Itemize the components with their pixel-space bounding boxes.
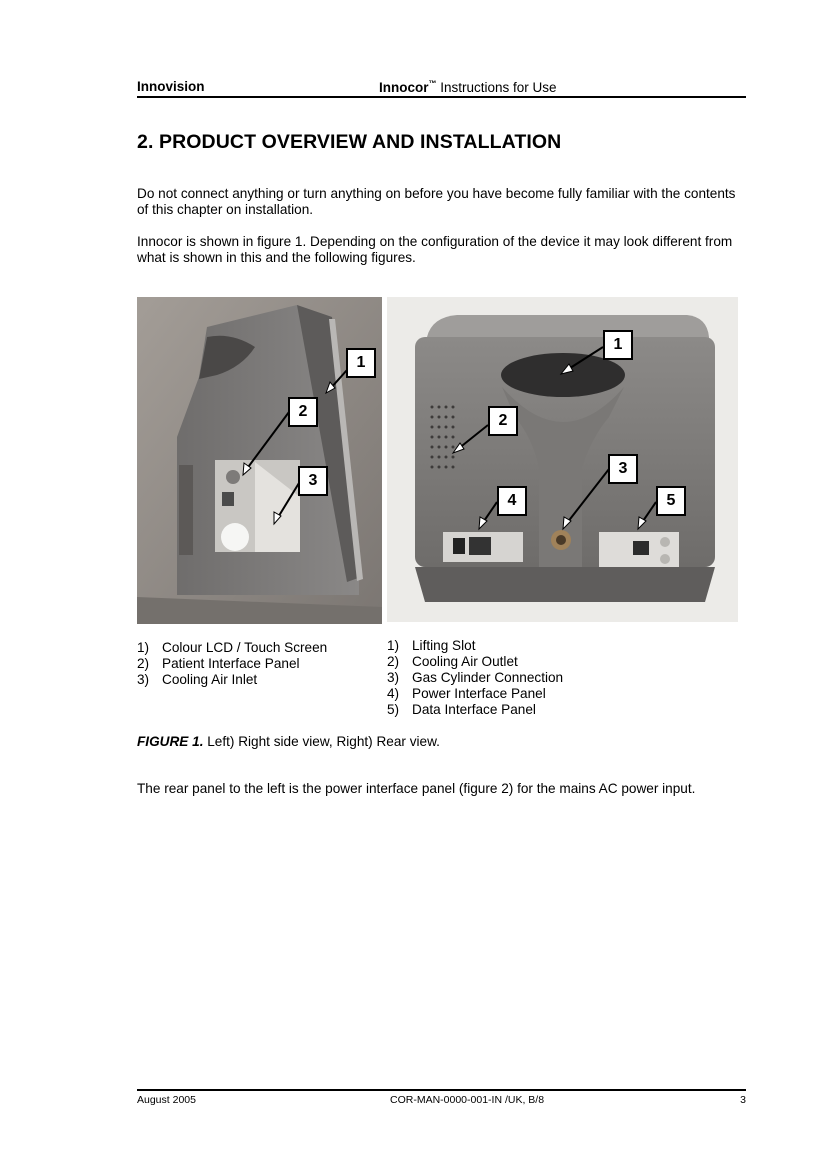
list-number: 1): [137, 640, 150, 655]
list-label: Lifting Slot: [412, 638, 476, 653]
list-label: Power Interface Panel: [412, 686, 546, 701]
page-footer: [137, 1089, 746, 1106]
rear-view-legend: [387, 638, 563, 718]
rear-callout-4: 4: [497, 486, 527, 516]
list-item: [387, 638, 563, 654]
rear-callout-5: 5: [656, 486, 686, 516]
list-label: Patient Interface Panel: [162, 656, 300, 671]
list-item: [387, 702, 563, 718]
figure-caption-label: FIGURE 1.: [137, 734, 204, 749]
list-label: Cooling Air Inlet: [162, 672, 258, 687]
side-callout-3: 3: [298, 466, 328, 496]
list-item: [387, 654, 563, 670]
intro-paragraph-2: Innocor is shown in figure 1. Depending on the configuration of the device it may look different from what is shown in this and the following figures.: [137, 234, 733, 265]
list-number: 3): [137, 672, 150, 687]
header-product-name: Innocor: [379, 80, 429, 95]
side-callout-2: 2: [288, 397, 318, 427]
body-paragraph-3: The rear panel to the left is the power interface panel (figure 2) for the mains AC power input.: [137, 781, 696, 796]
side-view-legend: [137, 640, 327, 688]
footer-date: August 2005: [137, 1094, 196, 1106]
section-title: 2. PRODUCT OVERVIEW AND INSTALLATION: [137, 131, 562, 153]
list-number: 2): [387, 654, 400, 669]
list-label: Colour LCD / Touch Screen: [162, 640, 328, 655]
header-doc-title: Instructions for Use: [440, 80, 557, 95]
footer-doc-number: COR-MAN-0000-001-IN /UK, B/8: [390, 1094, 545, 1106]
list-label: Gas Cylinder Connection: [412, 670, 564, 685]
list-item: [137, 672, 327, 688]
list-item: [137, 656, 327, 672]
list-item: [387, 670, 563, 686]
figure-caption-text: Left) Right side view, Right) Rear view.: [203, 734, 440, 749]
list-number: 5): [387, 702, 400, 717]
rear-callout-1: 1: [603, 330, 633, 360]
trademark-symbol: ™: [428, 79, 437, 88]
list-label: Data Interface Panel: [412, 702, 536, 717]
side-callout-1: 1: [346, 348, 376, 378]
intro-paragraph-1: Do not connect anything or turn anything on before you have become fully familiar with the contents of this chapter on installation.: [137, 186, 736, 217]
footer-page-number: 3: [740, 1094, 746, 1106]
rear-callout-3: 3: [608, 454, 638, 484]
list-number: 4): [387, 686, 400, 701]
header-product-title: [379, 79, 557, 95]
page-header: [137, 78, 746, 98]
list-number: 2): [137, 656, 150, 671]
list-number: 1): [387, 638, 400, 653]
header-company: Innovision: [137, 79, 205, 94]
list-item: [387, 686, 563, 702]
side-callout-arrows: [137, 297, 382, 624]
rear-callout-2: 2: [488, 406, 518, 436]
side-view-photo: [137, 297, 382, 624]
list-item: [137, 640, 327, 656]
list-number: 3): [387, 670, 400, 685]
figure-caption: [137, 734, 440, 749]
rear-callout-arrows: [387, 297, 738, 622]
list-label: Cooling Air Outlet: [412, 654, 518, 669]
rear-view-photo: [387, 297, 738, 622]
